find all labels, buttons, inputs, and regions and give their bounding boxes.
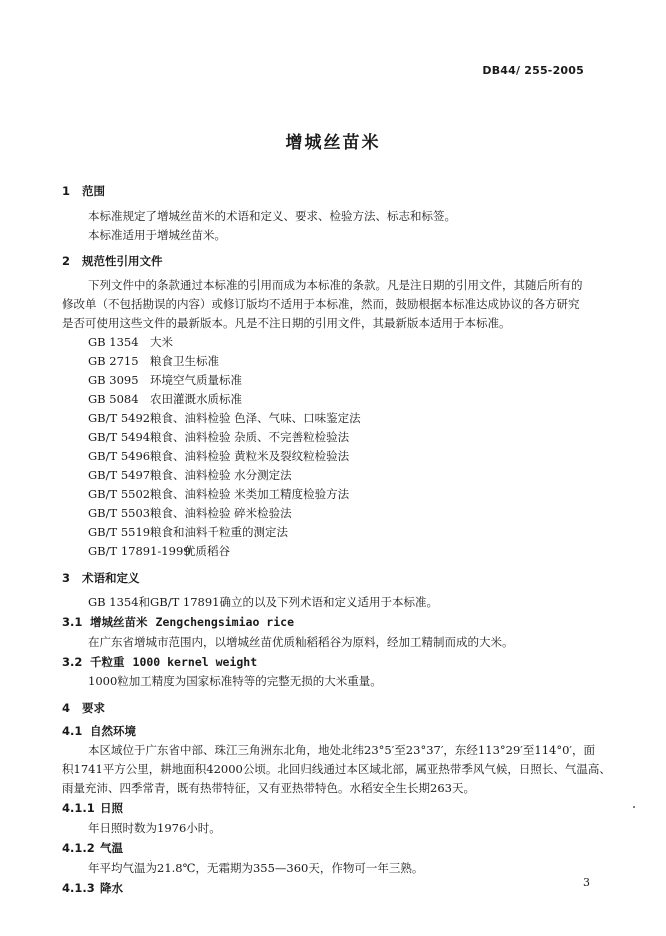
reference-item [88, 353, 219, 369]
section-1-heading [62, 183, 105, 199]
reference-name: 优质稻谷 [184, 544, 230, 558]
item-4-1-1-heading [62, 800, 123, 816]
paragraph: 本标准适用于增城丝苗米。 [88, 228, 226, 242]
reference-code: GB/T 5496 [88, 449, 151, 463]
reference-name: 粮食卫生标准 [150, 354, 219, 368]
reference-code: GB/T 5494 [88, 430, 151, 444]
reference-item [88, 505, 292, 521]
section-number: 1 [62, 184, 71, 198]
section-2-heading [62, 253, 163, 269]
paragraph: GB 1354和GB/T 17891确立的以及下列术语和定义适用于本标准。 [88, 595, 438, 609]
scan-speck [150, 860, 151, 861]
reference-code: GB/T 5519 [88, 525, 151, 539]
paragraph-line: 修改单（不包括勘误的内容）或修订版均不适用于本标准，然而，鼓励根据本标准达成协议的各方研究 [62, 297, 580, 311]
paragraph-line: 本区域位于广东省中部、珠江三角洲东北角，地处北纬23°5′至23°37′，东经113°29′至114°0′，面 [88, 743, 596, 757]
reference-name: 农田灌溉水质标准 [150, 392, 242, 406]
term-number: 3.1 [62, 615, 83, 629]
page-number: 3 [583, 876, 590, 889]
paragraph-line: 下列文件中的条款通过本标准的引用而成为本标准的条款。凡是注日期的引用文件，其随后所有的 [88, 278, 583, 292]
section-title: 要求 [82, 701, 105, 715]
section-title: 术语和定义 [82, 571, 140, 585]
term-name: 增城丝苗米 [90, 615, 148, 629]
scan-speck [633, 806, 635, 808]
reference-code: GB/T 17891-1999 [88, 544, 191, 558]
paragraph: 本标准规定了增城丝苗米的术语和定义、要求、检验方法、标志和标签。 [88, 209, 456, 223]
item-text: 年日照时数为1976小时。 [88, 821, 221, 835]
item-text: 年平均气温为21.8℃，无霜期为355—360天，作物可一年三熟。 [88, 861, 424, 875]
section-3-heading [62, 570, 140, 586]
reference-name: 粮食、油料检验 黄粒米及裂纹粒检验法 [150, 449, 350, 463]
reference-name: 环境空气质量标准 [150, 373, 242, 387]
reference-item [88, 429, 349, 445]
reference-item [88, 543, 230, 559]
term-number: 3.2 [62, 655, 83, 669]
section-number: 2 [62, 254, 71, 268]
item-number: 4.1.2 [62, 841, 95, 855]
standard-number: DB44/ 255-2005 [482, 64, 584, 77]
subsection-4-1-heading [62, 723, 136, 739]
reference-name: 粮食、油料检验 色泽、气味、口味鉴定法 [150, 411, 361, 425]
reference-item [88, 410, 361, 426]
reference-item [88, 524, 288, 540]
reference-name: 粮食、油料检验 碎米检验法 [150, 506, 292, 520]
paragraph-line: 是否可使用这些文件的最新版本。凡是不注日期的引用文件，其最新版本适用于本标准。 [62, 316, 511, 330]
reference-item [88, 486, 349, 502]
reference-name: 大米 [150, 335, 173, 349]
reference-code: GB 1354 [88, 335, 139, 349]
section-number: 3 [62, 571, 71, 585]
subsection-title: 自然环境 [90, 724, 136, 738]
item-title: 气温 [100, 841, 123, 855]
term-3-2-heading [62, 654, 257, 670]
term-definition: 1000粒加工精度为国家标准特等的完整无损的大米重量。 [88, 674, 382, 688]
reference-name: 粮食、油料检验 水分测定法 [150, 468, 292, 482]
term-english: 1000 kernel weight [132, 655, 258, 669]
paragraph-line: 积1741平方公里，耕地面积42000公顷。北回归线通过本区域北部，属亚热带季风气候，日照长、气温高、 [62, 762, 611, 776]
reference-code: GB/T 5497 [88, 468, 151, 482]
reference-code: GB/T 5503 [88, 506, 151, 520]
item-title: 降水 [100, 881, 123, 895]
term-3-1-heading [62, 614, 294, 630]
reference-name: 粮食、油料检验 杂质、不完善粒检验法 [150, 430, 350, 444]
item-number: 4.1.1 [62, 801, 95, 815]
reference-item [88, 334, 173, 350]
item-number: 4.1.3 [62, 881, 95, 895]
item-4-1-2-heading [62, 840, 123, 856]
reference-code: GB/T 5492 [88, 411, 151, 425]
document-title: 增城丝苗米 [285, 133, 381, 153]
paragraph-line: 雨量充沛、四季常青，既有热带特征，又有亚热带特色。水稻安全生长期263天。 [62, 781, 475, 795]
term-name: 千粒重 [90, 655, 125, 669]
reference-name: 粮食和油料千粒重的测定法 [150, 525, 288, 539]
section-4-heading [62, 700, 105, 716]
item-4-1-3-heading [62, 880, 123, 896]
reference-code: GB 3095 [88, 373, 139, 387]
reference-item [88, 467, 292, 483]
subsection-number: 4.1 [62, 724, 83, 738]
item-title: 日照 [100, 801, 123, 815]
section-title: 规范性引用文件 [82, 254, 163, 268]
reference-code: GB/T 5502 [88, 487, 151, 501]
reference-name: 粮食、油料检验 米类加工精度检验方法 [150, 487, 350, 501]
reference-code: GB 2715 [88, 354, 139, 368]
term-definition: 在广东省增城市范围内，以增城丝苗优质籼稻稻谷为原料，经加工精制而成的大米。 [88, 635, 514, 649]
reference-code: GB 5084 [88, 392, 139, 406]
reference-item [88, 448, 349, 464]
section-title: 范围 [82, 184, 105, 198]
reference-item [88, 372, 242, 388]
section-number: 4 [62, 701, 71, 715]
term-english: Zengchengsimiao rice [155, 615, 294, 629]
reference-item [88, 391, 242, 407]
